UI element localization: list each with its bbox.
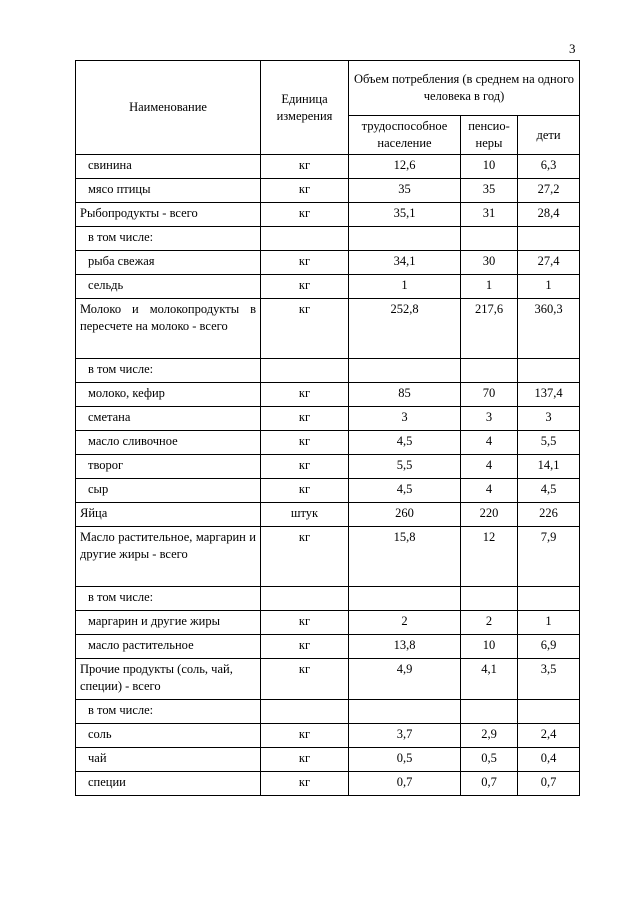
cell-pensioners: 220: [461, 503, 518, 527]
cell-unit: [261, 700, 349, 724]
cell-pensioners: 4,1: [461, 659, 518, 700]
cell-working: 0,7: [349, 772, 461, 796]
table-row: [76, 479, 580, 503]
cell-unit: кг: [261, 251, 349, 275]
cell-pensioners: 2,9: [461, 724, 518, 748]
cell-children: 28,4: [518, 203, 580, 227]
cell-unit: кг: [261, 724, 349, 748]
cell-working: 260: [349, 503, 461, 527]
table-row: [76, 611, 580, 635]
cell-pensioners: 4: [461, 479, 518, 503]
cell-name: сметана: [76, 407, 261, 431]
cell-working: [349, 587, 461, 611]
cell-working: 85: [349, 383, 461, 407]
table-row: [76, 383, 580, 407]
cell-children: 4,5: [518, 479, 580, 503]
cell-name: специи: [76, 772, 261, 796]
cell-name: рыба свежая: [76, 251, 261, 275]
cell-pensioners: 31: [461, 203, 518, 227]
cell-name: мясо птицы: [76, 179, 261, 203]
cell-pensioners: 0,7: [461, 772, 518, 796]
cell-unit: кг: [261, 383, 349, 407]
cell-pensioners: 35: [461, 179, 518, 203]
cell-children: 27,4: [518, 251, 580, 275]
cell-working: [349, 227, 461, 251]
header-pensioners: пенсио-неры: [461, 116, 518, 155]
cell-working: 5,5: [349, 455, 461, 479]
cell-working: 252,8: [349, 299, 461, 359]
cell-working: [349, 359, 461, 383]
cell-unit: [261, 227, 349, 251]
cell-pensioners: 0,5: [461, 748, 518, 772]
cell-unit: кг: [261, 179, 349, 203]
cell-unit: кг: [261, 659, 349, 700]
cell-pensioners: [461, 700, 518, 724]
cell-unit: кг: [261, 455, 349, 479]
table-row: [76, 155, 580, 179]
cell-unit: кг: [261, 635, 349, 659]
cell-children: 360,3: [518, 299, 580, 359]
table-row: [76, 724, 580, 748]
table-row: [76, 772, 580, 796]
cell-working: 0,5: [349, 748, 461, 772]
header-name: Наименование: [76, 61, 261, 155]
header-children: дети: [518, 116, 580, 155]
cell-name: творог: [76, 455, 261, 479]
cell-name: Масло растительное, маргарин и другие жиры - всего: [76, 527, 261, 587]
cell-children: 1: [518, 275, 580, 299]
cell-unit: [261, 587, 349, 611]
table-row: [76, 407, 580, 431]
cell-working: 12,6: [349, 155, 461, 179]
cell-children: 14,1: [518, 455, 580, 479]
cell-children: 5,5: [518, 431, 580, 455]
cell-unit: кг: [261, 299, 349, 359]
cell-unit: [261, 359, 349, 383]
table-row: [76, 203, 580, 227]
cell-working: 1: [349, 275, 461, 299]
cell-children: 2,4: [518, 724, 580, 748]
table-row: [76, 299, 580, 359]
cell-unit: кг: [261, 275, 349, 299]
table-row: [76, 179, 580, 203]
cell-working: 3,7: [349, 724, 461, 748]
table-row: [76, 635, 580, 659]
cell-pensioners: [461, 587, 518, 611]
cell-name: Молоко и молокопродукты в пересчете на молоко - всего: [76, 299, 261, 359]
header-unit: Единица измерения: [261, 61, 349, 155]
cell-children: [518, 700, 580, 724]
table-row: [76, 587, 580, 611]
page-number: 3: [569, 41, 576, 56]
cell-name: Яйца: [76, 503, 261, 527]
cell-unit: кг: [261, 479, 349, 503]
cell-unit: кг: [261, 407, 349, 431]
cell-children: 3: [518, 407, 580, 431]
cell-working: 3: [349, 407, 461, 431]
cell-unit: штук: [261, 503, 349, 527]
table-row: [76, 431, 580, 455]
cell-working: 4,9: [349, 659, 461, 700]
cell-pensioners: 2: [461, 611, 518, 635]
cell-name: чай: [76, 748, 261, 772]
cell-children: 0,4: [518, 748, 580, 772]
cell-name: в том числе:: [76, 227, 261, 251]
cell-name: в том числе:: [76, 587, 261, 611]
table-row: [76, 700, 580, 724]
cell-pensioners: 4: [461, 431, 518, 455]
cell-name: масло растительное: [76, 635, 261, 659]
cell-name: свинина: [76, 155, 261, 179]
cell-name: Прочие продукты (соль, чай, специи) - всего: [76, 659, 261, 700]
cell-name: масло сливочное: [76, 431, 261, 455]
cell-children: [518, 359, 580, 383]
cell-working: 2: [349, 611, 461, 635]
cell-pensioners: 4: [461, 455, 518, 479]
cell-name: соль: [76, 724, 261, 748]
cell-working: 15,8: [349, 527, 461, 587]
cell-name: сыр: [76, 479, 261, 503]
cell-children: 1: [518, 611, 580, 635]
header-volume: Объем потребления (в среднем на одного человека в год): [349, 61, 580, 116]
cell-pensioners: 30: [461, 251, 518, 275]
cell-children: [518, 227, 580, 251]
table-row: [76, 227, 580, 251]
cell-children: 137,4: [518, 383, 580, 407]
table-row: [76, 359, 580, 383]
cell-pensioners: 10: [461, 155, 518, 179]
cell-children: 226: [518, 503, 580, 527]
cell-name: Рыбопродукты - всего: [76, 203, 261, 227]
cell-unit: кг: [261, 527, 349, 587]
cell-pensioners: 1: [461, 275, 518, 299]
cell-children: 27,2: [518, 179, 580, 203]
table-row: [76, 503, 580, 527]
cell-working: 35,1: [349, 203, 461, 227]
cell-name: сельдь: [76, 275, 261, 299]
cell-pensioners: 70: [461, 383, 518, 407]
table-row: [76, 748, 580, 772]
table-row: [76, 275, 580, 299]
consumption-table: [75, 60, 580, 796]
cell-working: 4,5: [349, 431, 461, 455]
cell-name: маргарин и другие жиры: [76, 611, 261, 635]
header-working: трудоспособное население: [349, 116, 461, 155]
cell-pensioners: 12: [461, 527, 518, 587]
cell-children: 3,5: [518, 659, 580, 700]
cell-children: 6,9: [518, 635, 580, 659]
cell-pensioners: [461, 359, 518, 383]
cell-unit: кг: [261, 203, 349, 227]
cell-pensioners: 217,6: [461, 299, 518, 359]
cell-name: в том числе:: [76, 359, 261, 383]
cell-unit: кг: [261, 748, 349, 772]
cell-unit: кг: [261, 611, 349, 635]
cell-children: 6,3: [518, 155, 580, 179]
cell-name: в том числе:: [76, 700, 261, 724]
cell-working: 34,1: [349, 251, 461, 275]
cell-unit: кг: [261, 155, 349, 179]
cell-unit: кг: [261, 772, 349, 796]
cell-working: 35: [349, 179, 461, 203]
cell-pensioners: 10: [461, 635, 518, 659]
cell-pensioners: 3: [461, 407, 518, 431]
cell-working: [349, 700, 461, 724]
cell-working: 4,5: [349, 479, 461, 503]
cell-name: молоко, кефир: [76, 383, 261, 407]
cell-pensioners: [461, 227, 518, 251]
table-row: [76, 659, 580, 700]
cell-children: 7,9: [518, 527, 580, 587]
cell-unit: кг: [261, 431, 349, 455]
table-row: [76, 455, 580, 479]
cell-children: [518, 587, 580, 611]
table-row: [76, 527, 580, 587]
cell-working: 13,8: [349, 635, 461, 659]
table-row: [76, 251, 580, 275]
cell-children: 0,7: [518, 772, 580, 796]
